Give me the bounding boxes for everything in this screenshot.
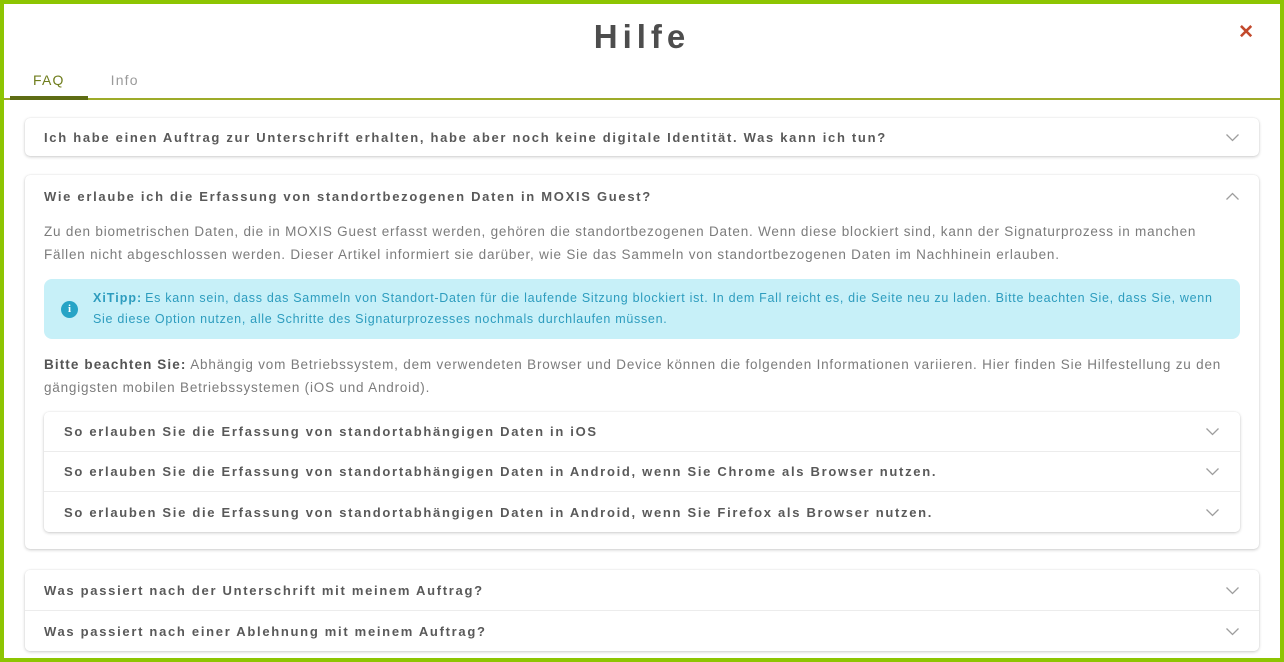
faq-bottom-group	[25, 570, 1259, 651]
tip-box	[44, 279, 1240, 339]
note-label: Bitte beachten Sie:	[44, 357, 187, 372]
sub-accordion-label: So erlauben Sie die Erfassung von standortabhängigen Daten in Android, wenn Sie Firefox als Browser nutzen.	[64, 504, 934, 520]
tip-body: Es kann sein, dass das Sammeln von Standort-Daten für die laufende Sitzung blockiert ist. In dem Fall reicht es, die Seite neu zu laden. Bitte beachten Sie, dass Sie, wenn Sie diese Option nutzen, alle Schritte des Signaturprozesses nochmals durchlaufen müssen.	[93, 291, 1213, 326]
faq-question: Was passiert nach der Unterschrift mit meinem Auftrag?	[44, 582, 484, 598]
faq-item-after-rejection[interactable]	[25, 611, 1259, 651]
chevron-down-icon[interactable]	[1205, 508, 1220, 517]
faq-item-location-data-body	[25, 220, 1259, 549]
faq-question: Wie erlaube ich die Erfassung von standortbezogenen Daten in MOXIS Guest?	[44, 188, 652, 204]
close-icon[interactable]: ✕	[1232, 22, 1260, 43]
faq-item-location-data	[25, 175, 1259, 549]
dialog-header	[4, 4, 1280, 62]
faq-question: Ich habe einen Auftrag zur Unterschrift erhalten, habe aber noch keine digitale Identität. Was kann ich tun?	[44, 129, 887, 145]
sub-accordion-label: So erlauben Sie die Erfassung von standortabhängigen Daten in iOS	[64, 424, 598, 439]
tip-text	[93, 288, 1223, 330]
page-title: Hilfe	[593, 18, 691, 55]
sub-accordion-ios[interactable]	[44, 412, 1240, 452]
faq-item-digital-identity	[25, 118, 1259, 156]
sub-accordion-label: So erlauben Sie die Erfassung von standortabhängigen Daten in Android, wenn Sie Chrome als Browser nutzen.	[64, 464, 938, 479]
note-text: Abhängig vom Betriebssystem, dem verwendeten Browser und Device können die folgenden Informationen variieren. Hier finden Sie Hilfestellung zu den gängigsten mobilen Betriebssystemen (iOS und Android).	[44, 357, 1222, 395]
tab-info[interactable]: Info	[110, 72, 139, 88]
intro-paragraph: Zu den biometrischen Daten, die in MOXIS Guest erfasst werden, gehören die standortbezogenen Daten. Wenn diese blockiert sind, kann der Signaturprozess in manchen Fällen nicht abgeschlossen werden. Dieser Artikel informiert sie darüber, wie Sie das Sammeln von standortbezogenen Daten im Nachhinein erlauben.	[44, 224, 1197, 262]
tab-bar	[4, 62, 1280, 100]
faq-item-after-signature[interactable]	[25, 570, 1259, 610]
sub-accordion-android-chrome[interactable]	[44, 452, 1240, 492]
chevron-down-icon[interactable]	[1205, 427, 1220, 436]
faq-content	[4, 100, 1280, 651]
faq-item-location-data-header[interactable]	[25, 175, 1259, 217]
chevron-down-icon[interactable]	[1225, 627, 1240, 636]
faq-question: Was passiert nach einer Ablehnung mit meinem Auftrag?	[44, 623, 487, 639]
sub-accordion-android-firefox[interactable]	[44, 492, 1240, 532]
chevron-up-icon[interactable]	[1225, 192, 1240, 201]
info-icon: i	[61, 301, 78, 318]
tip-label: XiTipp:	[93, 291, 143, 305]
faq-item-digital-identity-header[interactable]	[25, 118, 1259, 156]
sub-accordion-group	[44, 412, 1240, 532]
chevron-down-icon[interactable]	[1205, 467, 1220, 476]
chevron-down-icon[interactable]	[1225, 133, 1240, 142]
tab-faq[interactable]: FAQ	[10, 63, 88, 100]
note-paragraph	[44, 353, 1240, 399]
chevron-down-icon[interactable]	[1225, 586, 1240, 595]
